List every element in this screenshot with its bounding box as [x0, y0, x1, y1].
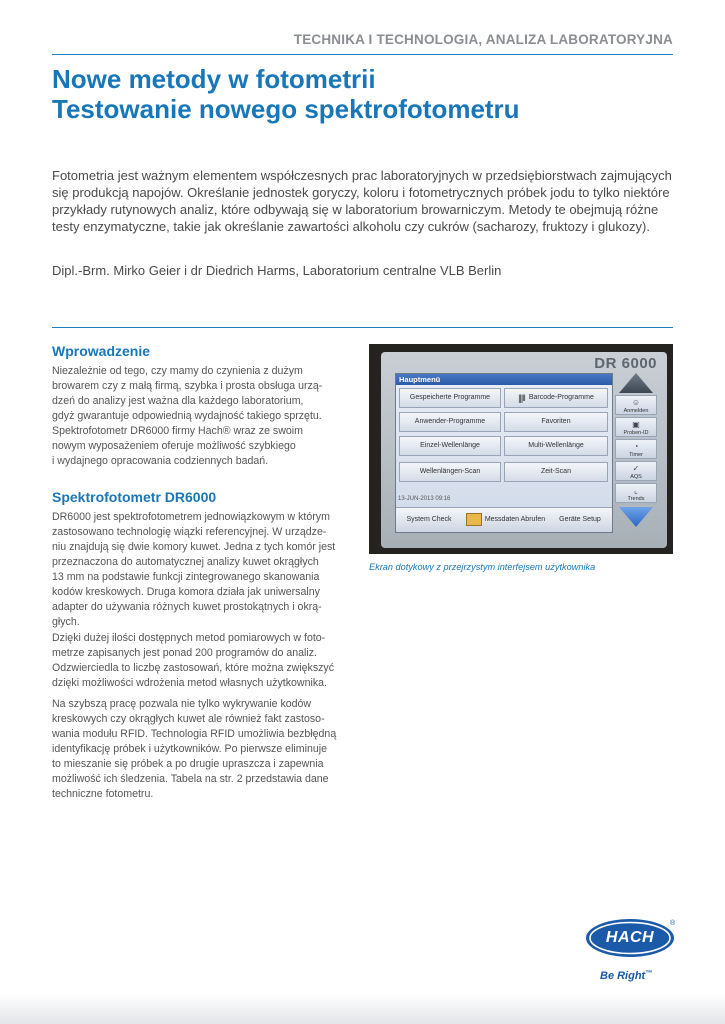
text-line: gdyż gwarantuje odpowiednią wydajność takiego sprzętu. — [52, 410, 322, 422]
side-item-label: Proben-ID — [623, 430, 649, 436]
arrow-down-icon — [619, 507, 653, 527]
screen-button: Zeit-Scan — [504, 462, 608, 482]
text-line: to mieszanie się próbek a po drugie upraszcza i zapewnia — [52, 758, 324, 770]
screen-bottom-bar — [396, 507, 612, 532]
side-item-label: Anmelden — [623, 408, 649, 414]
device-photo — [369, 344, 673, 554]
text-line: Odzwierciedla to liczbę zastosowań, które można zwiększyć — [52, 662, 335, 674]
top-rule — [52, 54, 673, 55]
text-line: Niezależnie od tego, czy mamy do czynienia z dużym — [52, 365, 303, 377]
screen-button-label: Barcode-Programme — [528, 394, 594, 401]
folder-icon — [466, 513, 482, 526]
screen-button: Favoriten — [504, 412, 608, 432]
text-line: Na szybszą pracę pozwala nie tylko wykrywanie kodów — [52, 698, 312, 710]
text-line: adapter do używania różnych kuwet prostokątnych i okrą- — [52, 601, 322, 613]
text-line: i wydajnego opracowania codziennych badań. — [52, 455, 269, 467]
authors-line: Dipl.-Brm. Mirko Geier i dr Diedrich Harms, Laboratorium centralne VLB Berlin — [52, 263, 502, 278]
text-line: kodów kreskowych. Druga komora działa jak uniwersalny — [52, 586, 320, 598]
title-line-1: Nowe metody w fotometrii — [52, 64, 376, 94]
text-line: 13 mm na podstawie funkcji zintegrowanego skanowania — [52, 571, 320, 583]
side-item — [615, 439, 657, 459]
section-label: TECHNIKA I TECHNOLOGIA, ANALIZA LABORATORYJNA — [293, 32, 673, 47]
side-item — [615, 417, 657, 437]
side-item-label: Trends — [627, 496, 645, 502]
text-line: nowym wyposażeniem oferuje możliwość szybkiego — [52, 440, 296, 452]
text-line: przeznaczona do automatycznej analizy kuwet okrągłych — [52, 556, 319, 568]
screen-button: System Check — [406, 516, 452, 523]
text-line: zastosowano technologię wiązki referencyjnej. W urządze- — [52, 526, 327, 538]
photo-caption: Ekran dotykowy z przejrzystym interfejsem użytkownika — [369, 562, 596, 572]
screen-button: Multi-Wellenlänge — [504, 436, 608, 456]
screen-button: Einzel-Wellenlänge — [399, 436, 501, 456]
screen-button: Messdaten Abrufen — [484, 516, 546, 523]
screen-button: Wellenlängen-Scan — [399, 462, 501, 482]
text-line: niu znajdują się dwie komory kuwet. Jedna z tych komór jest — [52, 541, 336, 553]
side-item — [615, 483, 657, 503]
spectro-paragraph-2 — [52, 631, 357, 691]
text-line: możliwość ich śledzenia. Tabela na str. 2 przedstawia dane — [52, 773, 329, 785]
text-line: Dzięki dużej ilości dostępnych metod pomiarowych w foto- — [52, 632, 326, 644]
bottom-band — [0, 994, 725, 1024]
text-line: techniczne fotometru. — [52, 788, 154, 800]
screen-button: Gespeicherte Programme — [399, 388, 501, 408]
logo-tagline — [600, 970, 652, 982]
article-title — [52, 64, 520, 124]
tagline-text: Be Right — [600, 970, 646, 982]
spectro-paragraph-1 — [52, 510, 357, 630]
registered-mark: ® — [670, 920, 676, 927]
device-brand: DR 6000 — [594, 355, 657, 372]
user-icon: ☺ — [631, 398, 641, 407]
text-line: DR6000 jest spektrofotometrem jednowiązkowym w którym — [52, 511, 330, 523]
text-line: kreskowych czy okrągłych kuwet ale również fakt zastoso- — [52, 713, 325, 725]
check-icon: ✓ — [632, 464, 640, 473]
id-icon: ▣ — [632, 420, 640, 429]
text-line: Spektrofotometr DR6000 firmy Hach® wraz ze swoim — [52, 425, 303, 437]
text-line: metrze zapisanych jest ponad 200 programów do analiz. — [52, 647, 317, 659]
lead-paragraph: Fotometria jest ważnym elementem współczesnych prac laboratoryjnych w przedsiębiorstwach zajmujących się produkcją napojów. Określanie jednostek goryczy, koloru i fotometrycznych próbek jodu to tylko niektóre przykłady rutynowych analiz, które odbywają się w laboratorium browarniczym. Metody te obejmują różne testy enzymatyczne, takie jak określanie zawartości alkoholu czy cukrów (sacharozy, fruktozy i glukozy). — [52, 168, 672, 234]
heading-spectro: Spektrofotometr DR6000 — [52, 489, 217, 505]
timer-icon: ◔ — [633, 442, 639, 451]
title-line-2: Testowanie nowego spektrofotometru — [52, 94, 520, 124]
side-item — [615, 461, 657, 481]
touch-screen — [395, 373, 613, 533]
text-line: wania modułu RFID. Technologia RFID umożliwia bezbłędną — [52, 728, 337, 740]
device-bezel — [381, 352, 667, 548]
intro-paragraph — [52, 364, 357, 469]
arrow-up-icon — [619, 373, 653, 393]
text-line: dzięki możliwości wdrożenia metod własnych użytkownika. — [52, 677, 327, 689]
screen-button — [504, 388, 608, 408]
side-item — [615, 395, 657, 415]
trademark-mark: ™ — [645, 970, 653, 977]
heading-intro: Wprowadzenie — [52, 343, 151, 359]
text-line: głych. — [52, 616, 80, 628]
text-line: browarem czy z małą firmą, szybka i prosta obsługa urzą- — [52, 380, 323, 392]
screen-button: Anwender-Programme — [399, 412, 501, 432]
side-item-label: Timer — [629, 452, 643, 458]
text-line: dzeń do analizy jest ważna dla każdego laboratorium, — [52, 395, 304, 407]
screen-menu-title: Hauptmenü — [396, 374, 612, 385]
screen-button: Geräte Setup — [559, 516, 601, 523]
barcode-icon: |||‖ — [518, 393, 525, 403]
hach-logo — [585, 918, 675, 958]
logo-brand-text: HACH — [605, 929, 655, 946]
spectro-paragraph-3 — [52, 697, 357, 802]
screen-sidebar — [613, 373, 659, 531]
mid-rule — [52, 327, 673, 328]
trend-icon: ⌞ — [634, 486, 638, 495]
side-item-label: AQS — [630, 474, 642, 480]
screen-date: 13-JUN-2013 09:16 — [398, 496, 451, 502]
text-line: identyfikację próbek i użytkowników. Po pierwsze eliminuje — [52, 743, 327, 755]
